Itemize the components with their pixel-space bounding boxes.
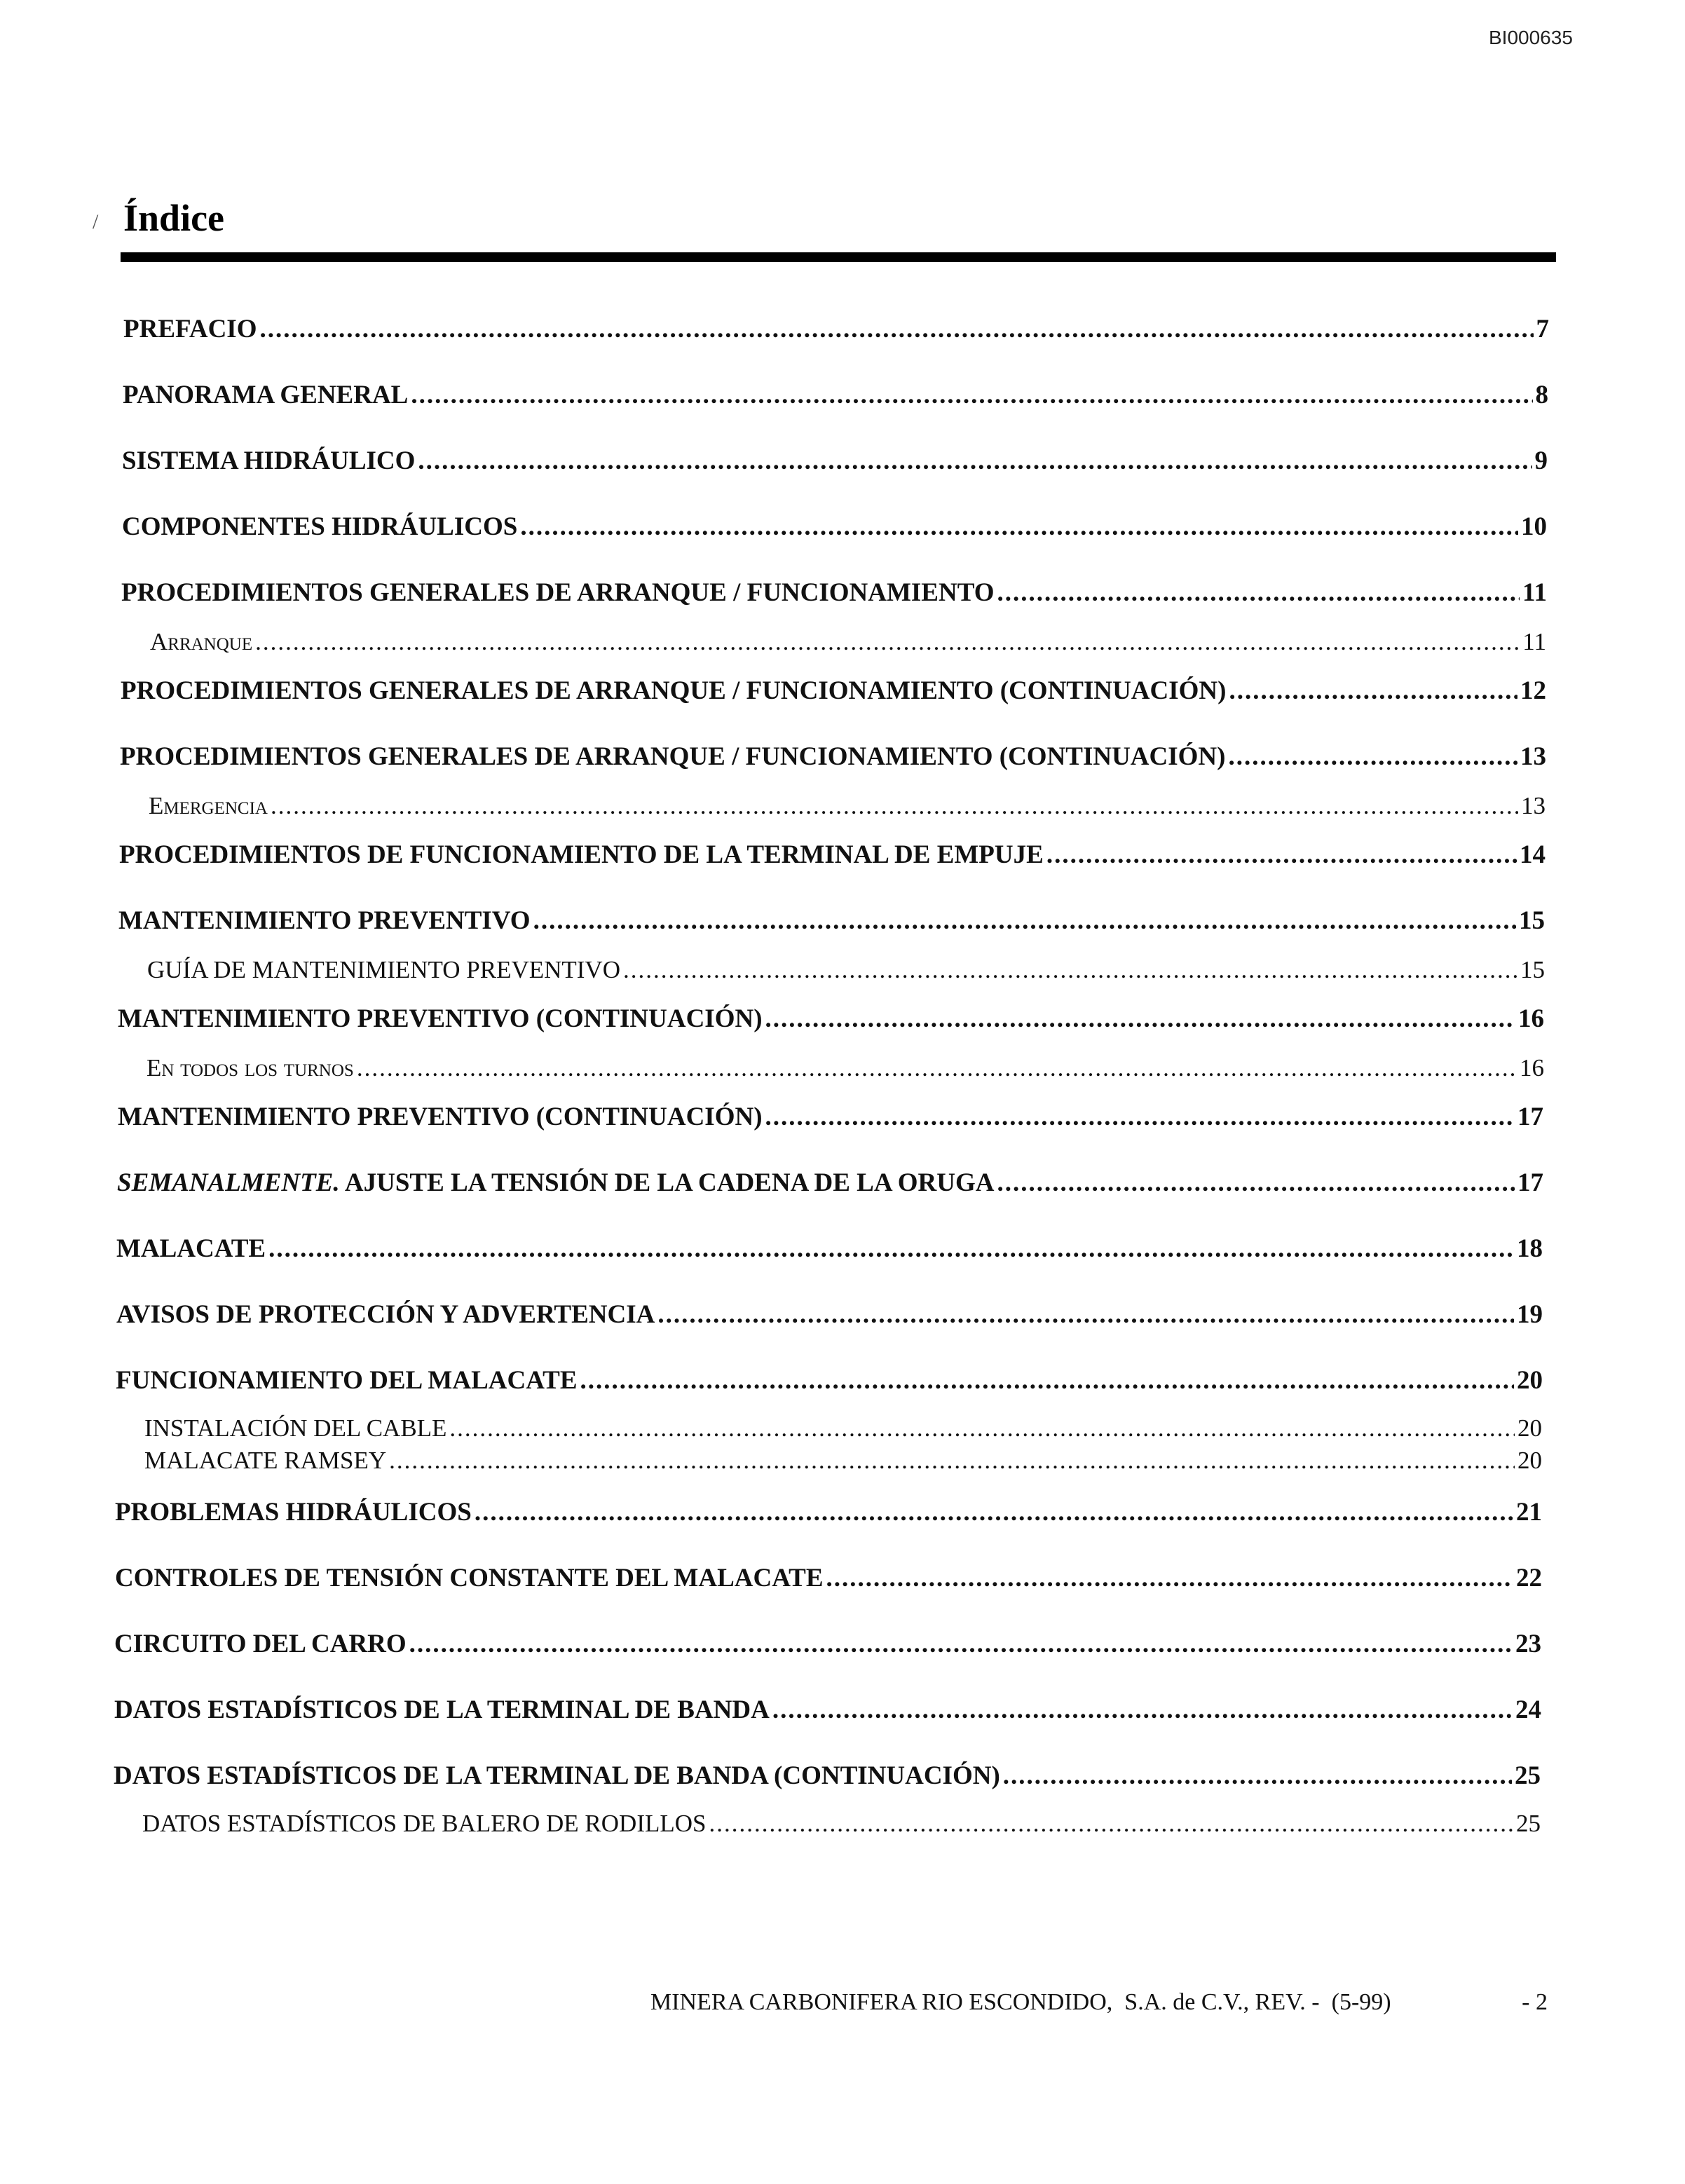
document-id: BI000635 <box>1489 27 1573 48</box>
toc-entry-page: 25 <box>1515 1761 1541 1790</box>
toc-entry[interactable] <box>121 676 1546 709</box>
toc-entry-label: MANTENIMIENTO PREVENTIVO <box>118 906 531 935</box>
toc-entry-label: DATOS ESTADÍSTICOS DE LA TERMINAL DE BANDA <box>114 1695 770 1724</box>
toc-entry-label: PROCEDIMIENTOS DE FUNCIONAMIENTO DE LA TERMINAL DE EMPUJE <box>119 840 1044 869</box>
toc-entry[interactable] <box>118 1004 1544 1037</box>
footer-page-number: - 2 <box>1522 1989 1548 2015</box>
toc-entry[interactable] <box>119 840 1546 873</box>
toc-entry-label: SISTEMA HIDRÁULICO <box>122 446 416 475</box>
toc-subentry-label: Arranque <box>150 628 253 655</box>
footer-text: MINERA CARBONIFERA RIO ESCONDIDO, S.A. de C.V., REV. - (5-99) <box>650 1989 1391 2015</box>
toc-entry-label-italic: SEMANALMENTE. <box>117 1168 340 1197</box>
toc-subentry-page: 25 <box>1516 1810 1541 1837</box>
toc-entry-label: PROBLEMAS HIDRÁULICOS <box>115 1498 472 1527</box>
toc-subentry-page: 15 <box>1520 956 1545 983</box>
toc-entry[interactable] <box>122 446 1548 479</box>
toc-entry-label: MANTENIMIENTO PREVENTIVO (CONTINUACIÓN) <box>118 1103 763 1131</box>
toc-entry-page: 14 <box>1520 840 1546 869</box>
toc-subentry-page: 11 <box>1522 628 1546 655</box>
toc-entry-label: PREFACIO <box>123 315 257 343</box>
toc-entry-page: 7 <box>1536 315 1549 343</box>
toc-entry[interactable] <box>117 1168 1543 1201</box>
toc-entry[interactable] <box>123 380 1548 414</box>
toc-entry-page: 23 <box>1515 1630 1541 1658</box>
toc-entry[interactable] <box>118 906 1545 939</box>
toc-entry-label: FUNCIONAMIENTO DEL MALACATE <box>116 1366 578 1395</box>
toc-entry-label: MANTENIMIENTO PREVENTIVO (CONTINUACIÓN) <box>118 1004 763 1033</box>
toc-entry[interactable] <box>116 1365 1543 1399</box>
toc-entry-label: PANORAMA GENERAL <box>123 381 409 409</box>
toc-entry[interactable] <box>116 1234 1543 1267</box>
toc-entry-label: PROCEDIMIENTOS GENERALES DE ARRANQUE / FUNCIONAMIENTO (CONTINUACIÓN) <box>120 742 1226 771</box>
toc-entry[interactable] <box>118 1102 1543 1135</box>
toc-subentry-page: 20 <box>1517 1414 1542 1442</box>
toc-entry[interactable] <box>116 1299 1543 1333</box>
toc-subentry[interactable] <box>150 628 1546 662</box>
toc-entry-page: 24 <box>1515 1695 1541 1724</box>
toc-entry-page: 17 <box>1517 1103 1543 1131</box>
toc-entry-label: CIRCUITO DEL CARRO <box>114 1630 407 1658</box>
toc-entry[interactable] <box>114 1761 1541 1794</box>
toc-subentry[interactable] <box>146 1054 1544 1088</box>
toc-subentry-page: 13 <box>1521 792 1546 819</box>
toc-subentry[interactable] <box>147 956 1545 990</box>
toc-entry-label: SEMANALMENTE. AJUSTE LA TENSIÓN DE LA CADENA DE LA ORUGA <box>117 1168 995 1197</box>
toc-entry[interactable] <box>120 742 1546 775</box>
toc-entry-page: 13 <box>1520 742 1546 771</box>
toc-entry-page: 8 <box>1535 381 1548 409</box>
toc-entry[interactable] <box>115 1563 1542 1597</box>
toc-entry-page: 15 <box>1519 906 1545 935</box>
toc-entry-page: 12 <box>1520 676 1546 705</box>
toc-subentry-page: 20 <box>1517 1447 1542 1474</box>
toc-entry[interactable] <box>114 1629 1541 1663</box>
toc-entry[interactable] <box>114 1695 1541 1728</box>
toc-subentry[interactable] <box>144 1447 1542 1480</box>
toc-entry-page: 18 <box>1517 1234 1543 1263</box>
toc-subentry[interactable] <box>149 792 1546 826</box>
toc-subentry[interactable] <box>144 1414 1542 1448</box>
toc-subentry-label: GUÍA DE MANTENIMIENTO PREVENTIVO <box>147 956 620 983</box>
toc-entry-label: COMPONENTES HIDRÁULICOS <box>122 512 518 541</box>
toc-entry-label: MALACATE <box>116 1234 266 1263</box>
margin-mark: / <box>93 210 99 233</box>
toc-entry[interactable] <box>123 314 1549 348</box>
toc-entry-label: CONTROLES DE TENSIÓN CONSTANTE DEL MALACATE <box>115 1564 824 1592</box>
toc-entry-label: AVISOS DE PROTECCIÓN Y ADVERTENCIA <box>116 1300 655 1329</box>
toc-entry-page: 17 <box>1517 1168 1543 1197</box>
toc-entry-label: DATOS ESTADÍSTICOS DE LA TERMINAL DE BANDA (CONTINUACIÓN) <box>114 1761 1000 1790</box>
toc-entry[interactable] <box>115 1497 1542 1531</box>
page-footer <box>650 1989 1548 2016</box>
toc-subentry-page: 16 <box>1520 1054 1544 1081</box>
toc-entry[interactable] <box>122 512 1547 545</box>
toc-subentry[interactable] <box>142 1810 1541 1843</box>
toc-entry-label: PROCEDIMIENTOS GENERALES DE ARRANQUE / FUNCIONAMIENTO (CONTINUACIÓN) <box>121 676 1227 705</box>
toc-entry-page: 21 <box>1516 1498 1542 1527</box>
toc-entry-label: PROCEDIMIENTOS GENERALES DE ARRANQUE / FUNCIONAMIENTO <box>121 578 995 607</box>
toc-subentry-label: DATOS ESTADÍSTICOS DE BALERO DE RODILLOS <box>142 1810 707 1837</box>
toc-entry[interactable] <box>121 578 1547 611</box>
toc-subentry-label: Emergencia <box>149 792 268 819</box>
toc-entry-page: 11 <box>1522 578 1547 607</box>
toc-subentry-label: MALACATE RAMSEY <box>144 1447 387 1474</box>
toc-entry-page: 19 <box>1517 1300 1543 1329</box>
toc-subentry-label: En todos los turnos <box>146 1054 354 1081</box>
page-title: Índice <box>123 197 225 239</box>
toc-entry-page: 9 <box>1534 446 1548 475</box>
toc-entry-page: 10 <box>1521 512 1547 541</box>
toc-entry-page: 22 <box>1516 1564 1542 1592</box>
toc-entry-page: 20 <box>1517 1366 1543 1395</box>
toc-subentry-label: INSTALACIÓN DEL CABLE <box>144 1414 447 1442</box>
toc-entry-page: 16 <box>1518 1004 1544 1033</box>
